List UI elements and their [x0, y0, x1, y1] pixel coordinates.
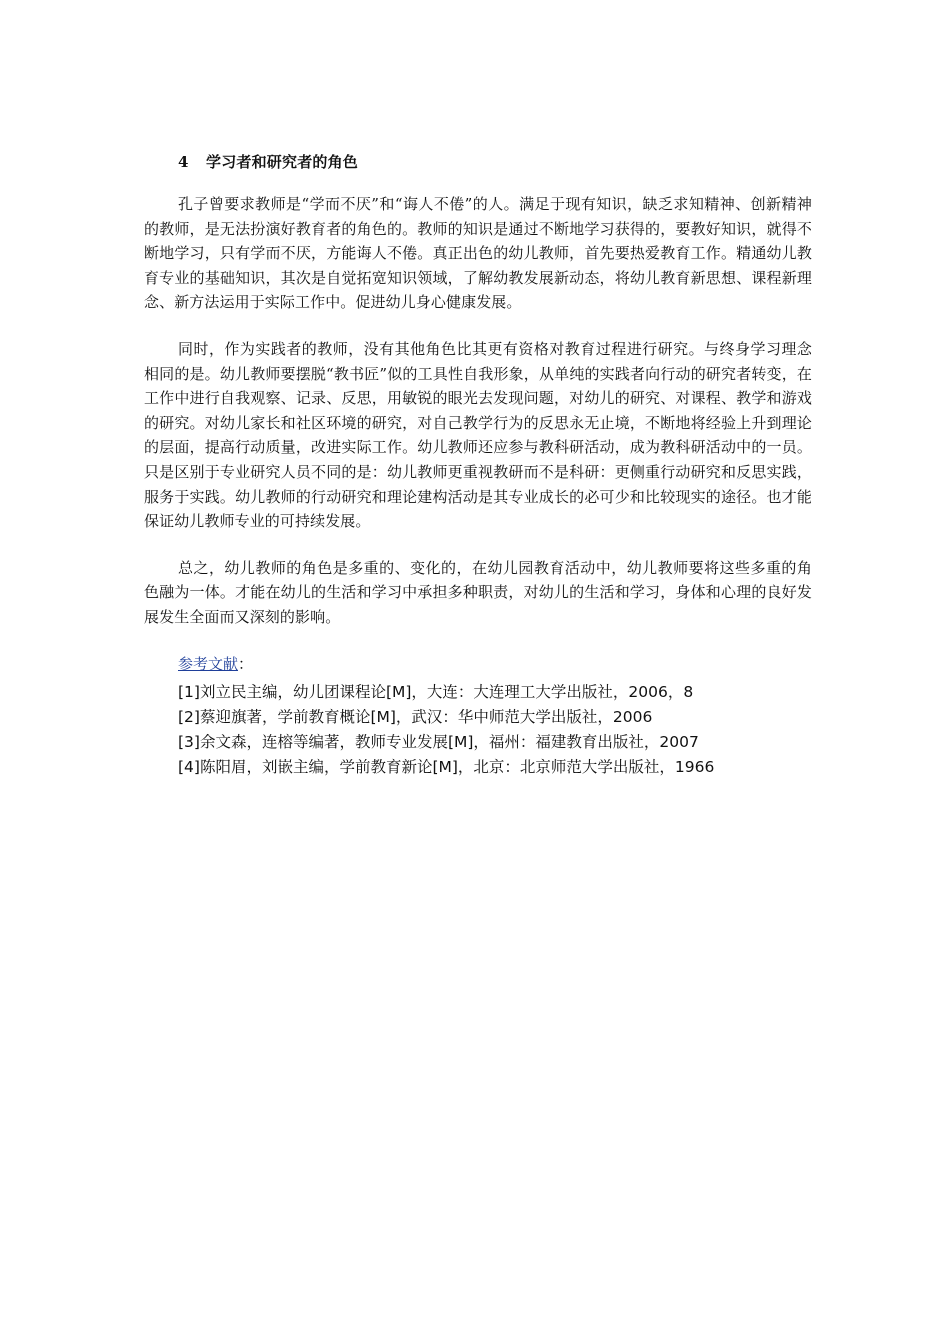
reference-item-3: [3]余文森，连榕等编著，教师专业发展[M]，福州：福建教育出版社，2007: [178, 732, 699, 751]
references-heading-suffix: ：: [238, 654, 254, 673]
paragraph-3: 总之，幼儿教师的角色是多重的、变化的，在幼儿园教育活动中，幼儿教师要将这些多重的角色融为一体。才能在幼儿的生活和学习中承担多种职责，对幼儿的生活和学习，身体和心理的良好发展发生全面而又深刻的影响。: [144, 558, 812, 626]
section-title: 学习者和研究者的角色: [206, 153, 359, 171]
paragraph-2: 同时，作为实践者的教师，没有其他角色比其更有资格对教育过程进行研究。与终身学习理念相同的是。幼儿教师要摆脱“教书匠”似的工具性自我形象，从单纯的实践者向行动的研究者转变，在工作中进行自我观察、记录、反思，用敏锐的眼光去发现问题，对幼儿的研究、对课程、教学和游戏的研究。对幼儿家长和社区环境的研究，对自己教学行为的反思永无止境，不断地将经验上升到理论的层面，提高行动质量，改进实际工作。幼儿教师还应参与教科研活动，成为教科研活动中的一员。只是区别于专业研究人员不同的是：幼儿教师更重视教研而不是科研：更侧重行动研究和反思实践，服务于实践。幼儿教师的行动研究和理论建构活动是其专业成长的必可少和比较现实的途径。也才能保证幼儿教师专业的可持续发展。: [144, 339, 812, 531]
reference-item-4: [4]陈阳眉，刘嵌主编，学前教育新论[M]，北京：北京师范大学出版社，1966: [178, 757, 715, 776]
references-link[interactable]: 参考文献: [178, 654, 239, 673]
document-body: [144, 150, 812, 780]
references-heading: [178, 652, 812, 676]
reference-item-2: [2]蔡迎旗著，学前教育概论[M]，武汉：华中师范大学出版社，2006: [178, 707, 653, 726]
section-heading: [144, 150, 812, 174]
reference-list: [178, 680, 812, 780]
reference-item-1: [1]刘立民主编，幼儿团课程论[M]，大连：大连理工大学出版社，2006，8: [178, 682, 694, 701]
references-section: [144, 652, 812, 780]
paragraph-1: 孔子曾要求教师是“学而不厌”和“诲人不倦”的人。满足于现有知识，缺乏求知精神、创新精神的教师，是无法扮演好教育者的角色的。教师的知识是通过不断地学习获得的，要教好知识，就得不断地学习，只有学而不厌，方能诲人不倦。真正出色的幼儿教师，首先要热爱教育工作。精通幼儿教育专业的基础知识，其次是自觉拓宽知识领域，了解幼教发展新动态，将幼儿教育新思想、课程新理念、新方法运用于实际工作中。促进幼儿身心健康发展。: [144, 195, 812, 312]
section-number: 4: [178, 153, 189, 171]
